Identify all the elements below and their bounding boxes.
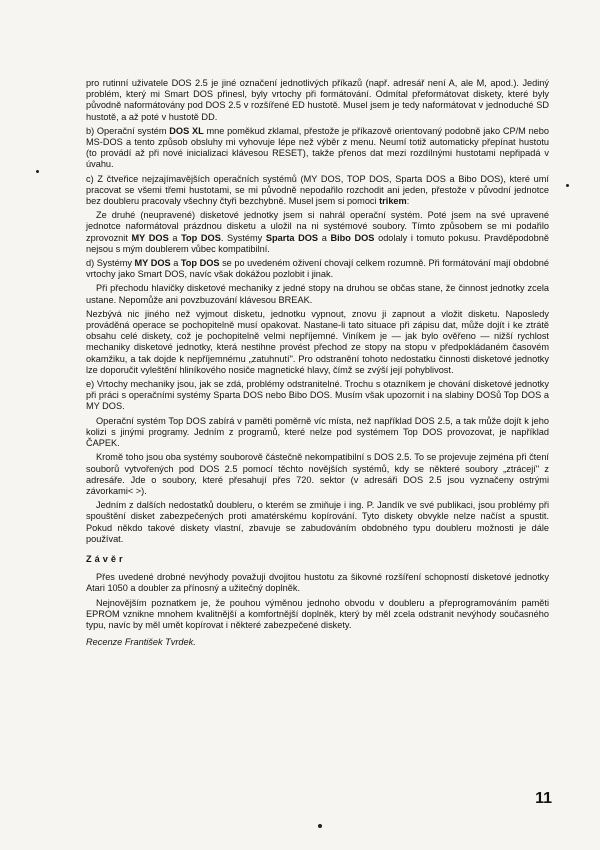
section-heading: Závěr: [86, 553, 126, 564]
bold-term: DOS XL: [169, 125, 204, 136]
text-run: Nezbývá nic jiného než vyjmout disketu, jednotku vypnout, znovu ji zapnout a vložit disketu. Naposledy prováděná operace se pochopitelně musí opakovat. Nastane-li tato situace při zápisu dat, může dojít i ke ztrátě obsahu celé diskety, což je pochopitelně velmi nepříjemné. Viníkem je — jak bylo ověřeno — nižší rychlost mechaniky disketové jednotky, která nestihne provést přechod ze stopy na stopu v předpokládaném časovém okamžiku, a tak dojde k nepříjemnému „zatuhnutí". Pro odstranění tohoto nedostatku činnosti disketové jednotky lze doporučit vyleštění hliníkového nosiče magnetické hlavy, čímž se zvýší její pohyblivost.: [86, 308, 549, 375]
page-number: 11: [535, 790, 552, 807]
text-run: mne poměkud zklamal, přestože je příkazově orientovaný podobně jako CP/M nebo MS-DOS a tento způsob obsluhy mi vyhovuje lépe než výběr z menu. Neumí totiž automaticky přepínat hustotu (to provádí až při nové inicializaci klávesou RESET), takže přenos dat mezi rozdílnými hustotami nepřipadá v úvahu.: [86, 125, 550, 170]
paragraph: [86, 598, 549, 632]
text-run: a: [168, 232, 182, 243]
paragraph: [86, 283, 549, 305]
text-run: Kromě toho jsou oba systémy souborově částečně nekompatibilní s DOS 2.5. To se projevuje zejména při čtení souborů vytvořených pod DOS 2.5 pomocí těchto novějších systémů, kdy se některé soubory „ztrácejí" z adresáře. Jde o soubory, které přesahují přes 720. sektor (v adresáři DOS 2.5 jsou vyznačeny ostrými závorkami< >).: [86, 452, 549, 496]
bold-term: MY DOS: [134, 258, 171, 269]
scan-speck: [318, 824, 322, 828]
paragraph: [86, 379, 549, 413]
text-run: d) Systémy: [86, 258, 135, 269]
bold-term: Bibo DOS: [330, 232, 375, 243]
text-run: a: [170, 258, 181, 269]
paragraph: [86, 258, 549, 280]
paragraph: [86, 126, 549, 171]
bold-term: Top DOS: [180, 258, 220, 269]
text-run: Přes uvedené drobné nevýhody považuji dvojitou hustotu za šikovné rozšíření schopností disketové jednotky Atari 1050 a doubler za přínosný a užitečný doplněk.: [86, 572, 549, 594]
text-run: se po uvedeném oživení chovají celkem rozumně. Při formátování mají obdobné vrtochy jako Smart DOS, navíc však dokážou pozlobit i jinak.: [86, 258, 550, 280]
paragraph: [86, 572, 549, 594]
paragraph: [86, 500, 549, 545]
text-run: a: [318, 232, 331, 243]
scan-speck: [36, 170, 39, 173]
article-column: [86, 78, 549, 648]
bold-term: trikem: [379, 196, 407, 207]
text-run: :: [406, 196, 410, 207]
text-run: e) Vrtochy mechaniky jsou, jak se zdá, problémy odstranitelné. Trochu s otazníkem je chování disketové jednotky při práci s operačními systémy Sparta DOS nebo Bibo DOS. Musím však upozornit i na slabiny DOSů Top DOS a MY DOS.: [86, 379, 549, 412]
bold-term: MY DOS: [131, 232, 169, 243]
bold-term: Top DOS: [181, 232, 221, 243]
paragraph: [86, 174, 549, 208]
text-run: Operační systém Top DOS zabírá v paměti poměrně víc místa, než například DOS 2.5, a tak může dojít k jeho kolizi s jinými programy. Jedním z programů, které nelze pod systémem Top DOS provozovat, je například ČAPEK.: [86, 415, 549, 449]
text-run: Jedním z dalších nedostatků doubleru, o kterém se zmiňuje i ing. P. Jandík ve své publikaci, jsou problémy při spouštění disket zabezpečených proti amatérskému kopírování. Tyto diskety obvykle nelze načíst a spustit. Pokud někdo takové diskety vlastní, zbavuje se zabudováním obdobného typu doubleru možnosti je dále používat.: [86, 500, 549, 544]
scan-speck: [566, 184, 569, 187]
text-run: b) Operační systém: [86, 125, 170, 136]
text-run: Při přechodu hlavičky disketové mechaniky z jedné stopy na druhou se občas stane, že činnost jednotky zcela ustane. Nepomůže ani povzbuzování klávesou BREAK.: [86, 283, 549, 305]
paragraph: [86, 210, 549, 255]
conclusion-body: [86, 572, 549, 631]
article-body: [86, 78, 549, 545]
text-run: Nejnovějším poznatkem je, že pouhou výměnou jednoho obvodu v doubleru a přeprogramováním paměti EPROM vznikne mnohem kvalitnější a komfortnější doplněk, který by měl zcela odstranit nevýhody současného typu, navíc by měl umět kopírovat i některé zabezpečené diskety.: [86, 597, 549, 630]
paragraph: [86, 452, 549, 497]
paragraph: [86, 78, 549, 123]
text-run: odolaly i tomuto pokusu. Pravděpodobně nejsou s mým doublerem vůbec kompatibilní.: [86, 232, 549, 254]
review-byline: Recenze František Tvrdek.: [86, 637, 196, 648]
text-run: Ze druhé (neupravené) disketové jednotky jsem si nahrál operační systém. Poté jsem na své upravené jednotce naformátoval prázdnou disketu a uložil na ni systémové soubory. Tímto způsobem se mi podařilo zprovoznit: [86, 210, 549, 243]
paragraph: [86, 416, 549, 450]
paragraph: [86, 309, 549, 376]
text-run: pro rutinní uživatele DOS 2.5 je jiné označení jednotlivých příkazů (např. adresář není A, ale M, apod.). Jediný problém, který mi Smart DOS přinesl, byly vrtochy při formátování. Odmítal přeformátovat diskety, které byly původně naformátovány pod DOS 2.5 v rozšířené ED hustotě. Musel jsem je tedy naformátovat v jednoduché SD hustotě, a až poté v hustotě DD.: [86, 78, 549, 122]
bold-term: Sparta DOS: [265, 232, 319, 243]
text-run: c) Z čtveřice nejzajímavějších operačních systémů (MY DOS, TOP DOS, Sparta DOS a Bibo DOS), které umí pracovat se všemi třemi hustotami, se mi původně nepodařilo rozchodit ani jeden, přestože v původní jednotce bez doubleru pracovaly všechny čtyři bezchybně. Musel jsem si pomoci: [86, 173, 549, 207]
text-run: . Systémy: [220, 232, 266, 243]
